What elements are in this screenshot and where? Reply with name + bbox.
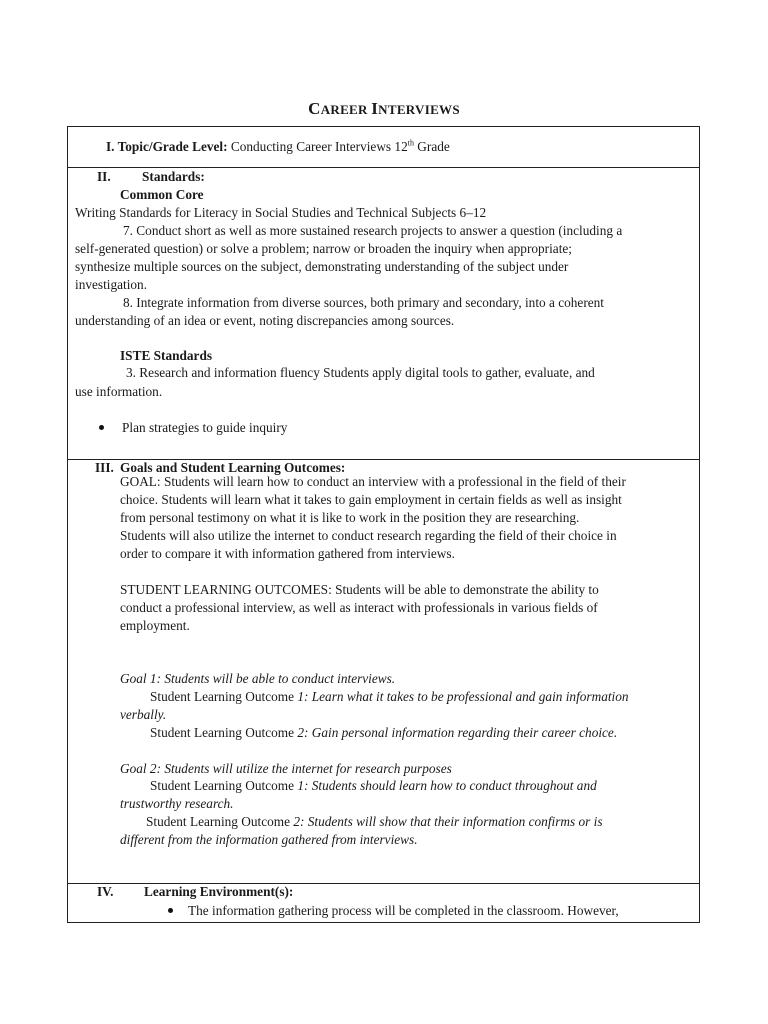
goal-2-outcome-2-cont: different from the information gathered from interviews. — [120, 832, 418, 847]
topic-grade-line: I. Topic/Grade Level: Conducting Career Interviews 12th Grade — [106, 138, 450, 154]
section-standards — [68, 167, 699, 460]
goal-1-outcome-1: Student Learning Outcome 1: Learn what it takes to be professional and gain information — [150, 689, 629, 704]
slo-paragraph-line: conduct a professional interview, as well as interact with professionals in various fields of — [120, 600, 598, 615]
iste-heading: ISTE Standards — [120, 348, 213, 363]
standard-8-line: 8. Integrate information from diverse sources, both primary and secondary, into a coherent — [123, 295, 604, 310]
goal-1-outcome-2: Student Learning Outcome 2: Gain personal information regarding their career choice. — [150, 725, 618, 740]
standard-7-line: investigation. — [75, 277, 148, 292]
goal-paragraph-line: order to compare it with information gathered from interviews. — [120, 546, 455, 561]
iste-standard-line: 3. Research and information fluency Students apply digital tools to gather, evaluate, and — [126, 365, 595, 380]
goals-heading: Goals and Student Learning Outcomes: — [120, 460, 346, 475]
section-number: II. — [97, 169, 111, 184]
goal-1: Goal 1: Students will be able to conduct interviews. — [120, 671, 396, 686]
goal-paragraph-line: choice. Students will learn what it takes to gain employment in certain fields as well as insight — [120, 492, 622, 507]
goal-2-outcome-1-cont: trustworthy research. — [120, 796, 234, 811]
standard-7-line: 7. Conduct short as well as more sustained research projects to answer a question (including a — [123, 223, 623, 238]
topic-grade-value: Conducting Career Interviews 12 — [230, 139, 408, 154]
goal-2-outcome-1: Student Learning Outcome 1: Students should learn how to conduct throughout and — [150, 778, 597, 793]
goal-paragraph-line: Students will also utilize the internet to conduct research regarding the field of their choice in — [120, 528, 617, 543]
goal-2: Goal 2: Students will utilize the internet for research purposes — [120, 761, 452, 776]
section-learning-environment — [68, 883, 699, 923]
standard-8-line: understanding of an idea or event, noting discrepancies among sources. — [75, 313, 455, 328]
goal-paragraph-line: from personal testimony on what it is like to work in the position they are researching. — [120, 510, 580, 525]
learning-environment-heading: Learning Environment(s): — [144, 884, 294, 899]
bullet-icon — [168, 908, 173, 913]
standard-7-line: self-generated question) or solve a problem; narrow or broaden the inquiry when appropriate; — [75, 241, 572, 256]
common-core-heading: Common Core — [120, 187, 204, 202]
bullet-item: The information gathering process will be completed in the classroom. However, — [188, 903, 619, 918]
section-number: IV. — [97, 884, 114, 899]
writing-standards-line: Writing Standards for Literacy in Social Studies and Technical Subjects 6–12 — [75, 205, 487, 220]
goal-1-outcome-1-cont: verbally. — [120, 707, 167, 722]
lesson-plan-table — [67, 126, 700, 923]
iste-standard-line: use information. — [75, 384, 163, 399]
goal-2-outcome-2: Student Learning Outcome 2: Students will show that their information confirms or is — [146, 814, 603, 829]
document-title: CAREER INTERVIEWS — [308, 99, 460, 118]
section-number: III. — [95, 460, 114, 475]
slo-paragraph-line: employment. — [120, 618, 190, 633]
standard-7-line: synthesize multiple sources on the subject, demonstrating understanding of the subject under — [75, 259, 569, 274]
standards-heading: Standards: — [142, 169, 205, 184]
bullet-icon — [99, 425, 104, 430]
slo-paragraph-line: STUDENT LEARNING OUTCOMES: Students will be able to demonstrate the ability to — [120, 582, 599, 597]
section-topic-grade — [68, 127, 699, 168]
goal-paragraph-line: GOAL: Students will learn how to conduct an interview with a professional in the field of their — [120, 474, 626, 489]
bullet-item: Plan strategies to guide inquiry — [122, 420, 288, 435]
topic-grade-label: I. Topic/Grade Level: — [106, 139, 228, 154]
section-goals-outcomes — [68, 459, 699, 884]
